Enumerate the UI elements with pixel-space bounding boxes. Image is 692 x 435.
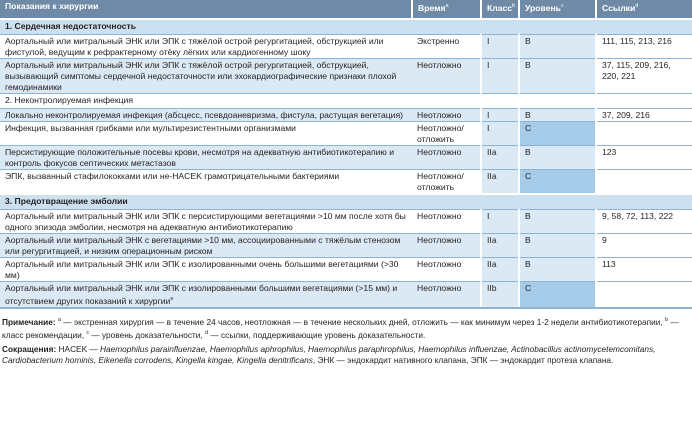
cell-refs: 123 (596, 146, 692, 170)
table-row (0, 210, 692, 234)
note-sup-c: c (86, 330, 90, 336)
condition-text: Локально неконтролируемая инфекция (абсцесс, псевдоаневризма, фистула, растущая вегетация) (5, 110, 403, 120)
abbrev-text-1: HACEK — (56, 344, 101, 354)
cell-time: Неотложно (412, 59, 481, 94)
note-paragraph (2, 315, 688, 341)
cell-refs (596, 122, 692, 146)
cell-condition (0, 282, 412, 308)
cell-class: IIa (481, 146, 519, 170)
abbrev-label: Сокращения: (2, 344, 57, 354)
cell-refs (596, 170, 692, 195)
cell-class: I (481, 35, 519, 59)
table-body (0, 19, 692, 307)
cell-condition (0, 109, 412, 122)
section-row (0, 94, 692, 109)
table-row (0, 35, 692, 59)
cell-condition (0, 146, 412, 170)
cell-refs: 111, 115, 213, 216 (596, 35, 692, 59)
table-row (0, 234, 692, 258)
cell-level: B (519, 35, 596, 59)
cell-class: I (481, 59, 519, 94)
condition-text: Аортальный или митральный ЭНК или ЭПК с тяжёлой острой регургитацией, обструкцией, вызывающий симптомы сердечной недостаточности или эхокардиографические признаки плохой гемодинамики (5, 60, 397, 92)
cell-class: IIb (481, 282, 519, 308)
cell-refs: 9 (596, 234, 692, 258)
condition-text: Аортальный или митральный ЭНК с вегетациями >10 мм, ассоциированными с тяжёлым стенозом или регургитацией, и низким операционным риском (5, 235, 401, 256)
cell-condition (0, 122, 412, 146)
condition-text: Аортальный или митральный ЭНК или ЭПК с персистирующими вегетациями >10 мм после хотя бы одного эпизода эмболии, несмотря на адекватную антибиотикотерапию (5, 211, 406, 232)
cell-condition (0, 35, 412, 59)
cell-level: C (519, 282, 596, 308)
header-refs: Ссылки$^d$ (596, 0, 692, 19)
cell-level: B (519, 109, 596, 122)
cell-class: IIa (481, 170, 519, 195)
cell-condition (0, 59, 412, 94)
condition-footnote: e (170, 296, 174, 302)
note-label: Примечание: (2, 317, 56, 327)
condition-text: ЭПК, вызванный стафилококками или не-HACEK грамотрицательными бактериями (5, 171, 340, 181)
cell-level: B (519, 234, 596, 258)
cell-class: I (481, 122, 519, 146)
cell-refs: 37, 209, 216 (596, 109, 692, 122)
section-title: 1. Сердечная недостаточность (0, 19, 692, 35)
table-row (0, 122, 692, 146)
table-header-row (0, 0, 692, 19)
abbrev-species: Haemophilus parainfluenzae, Haemophilus aphrophilus, Haemophilus paraphrophilus, Haemophilus influenzae, Actinobacillus actinomycetemcomitans, Cardiobacterium hominis, Eikenella corrodens, Kingella kingae, Kingella denitrificans (2, 344, 656, 365)
header-condition: Показания к хирургии (0, 0, 412, 19)
note-b-text: — класс рекомендации, (2, 317, 679, 340)
cell-time: Неотложно (412, 146, 481, 170)
cell-condition (0, 210, 412, 234)
cell-level: B (519, 59, 596, 94)
cell-condition (0, 234, 412, 258)
condition-text: Аортальный или митральный ЭНК или ЭПК с тяжёлой острой регургитацией, обструкцией или фистулой, ведущим к рефрактерному отёку лёгких или кардиогенному шоку (5, 36, 384, 57)
cell-time: Неотложно (412, 210, 481, 234)
condition-text: Аортальный или митральный ЭНК или ЭПК с изолированными большими вегетациями (>15 мм) и отсутствием других показаний к хирургии (5, 283, 398, 306)
cell-refs: 9, 58, 72, 113, 222 (596, 210, 692, 234)
condition-text: Инфекция, вызванная грибками или мультирезистентными организмами (5, 123, 296, 133)
note-d-text: — ссылки, поддерживающие уровень доказательности. (208, 330, 426, 340)
cell-time: Экстренно (412, 35, 481, 59)
cell-refs: 113 (596, 258, 692, 282)
note-a-text: — экстренная хирургия — в течение 24 часов, неотложная — в течение нескольких дней, отложить — как минимум через 1-2 недели антибиотикотерапии, (60, 317, 665, 327)
abbrev-text-2: , ЭНК — эндокардит нативного клапана, ЭПК — эндокардит протеза клапана. (312, 355, 614, 365)
cell-time: Неотложно (412, 282, 481, 308)
cell-level: C (519, 122, 596, 146)
cell-level: B (519, 258, 596, 282)
note-sup-b: b (664, 317, 669, 323)
cell-class: I (481, 109, 519, 122)
table-notes (0, 315, 692, 366)
condition-text: Аортальный или митральный ЭНК или ЭПК с изолированными очень большими вегетациями (>30 мм) (5, 259, 399, 280)
cell-class: IIa (481, 258, 519, 282)
note-sup-a: a (57, 317, 61, 323)
table-row (0, 258, 692, 282)
cell-condition (0, 258, 412, 282)
table-row (0, 282, 692, 308)
header-time: Время$^a$ (412, 0, 481, 19)
section-title: 3. Предотвращение эмболии (0, 194, 692, 210)
table-row (0, 109, 692, 122)
cell-level: B (519, 146, 596, 170)
abbrev-paragraph (2, 344, 688, 366)
cell-time: Неотложно (412, 109, 481, 122)
cell-refs (596, 282, 692, 308)
cell-condition (0, 170, 412, 195)
section-title: 2. Неконтролируемая инфекция (0, 94, 692, 109)
cell-time: Неотложно (412, 234, 481, 258)
cell-level: C (519, 170, 596, 195)
cell-refs: 37, 115, 209, 216, 220, 221 (596, 59, 692, 94)
cell-time: Неотложно (412, 258, 481, 282)
table-row (0, 146, 692, 170)
cell-time: Неотложно/отложить (412, 170, 481, 195)
section-row (0, 194, 692, 210)
table-row (0, 170, 692, 195)
cell-time: Неотложно/отложить (412, 122, 481, 146)
cell-class: I (481, 210, 519, 234)
condition-text: Персистирующие положительные посевы крови, несмотря на адекватную антибиотикотерапию и контроль фокусов септических метастазов (5, 147, 395, 168)
note-c-text: — уровень доказательности, (89, 330, 206, 340)
table-bottom-rule (0, 307, 692, 309)
note-sup-d: d (205, 330, 209, 336)
header-level: Уровень$^c$ (519, 0, 596, 19)
table-row (0, 59, 692, 94)
header-class: Класс$^b$ (481, 0, 519, 19)
cell-class: IIa (481, 234, 519, 258)
cell-level: B (519, 210, 596, 234)
section-row (0, 19, 692, 35)
